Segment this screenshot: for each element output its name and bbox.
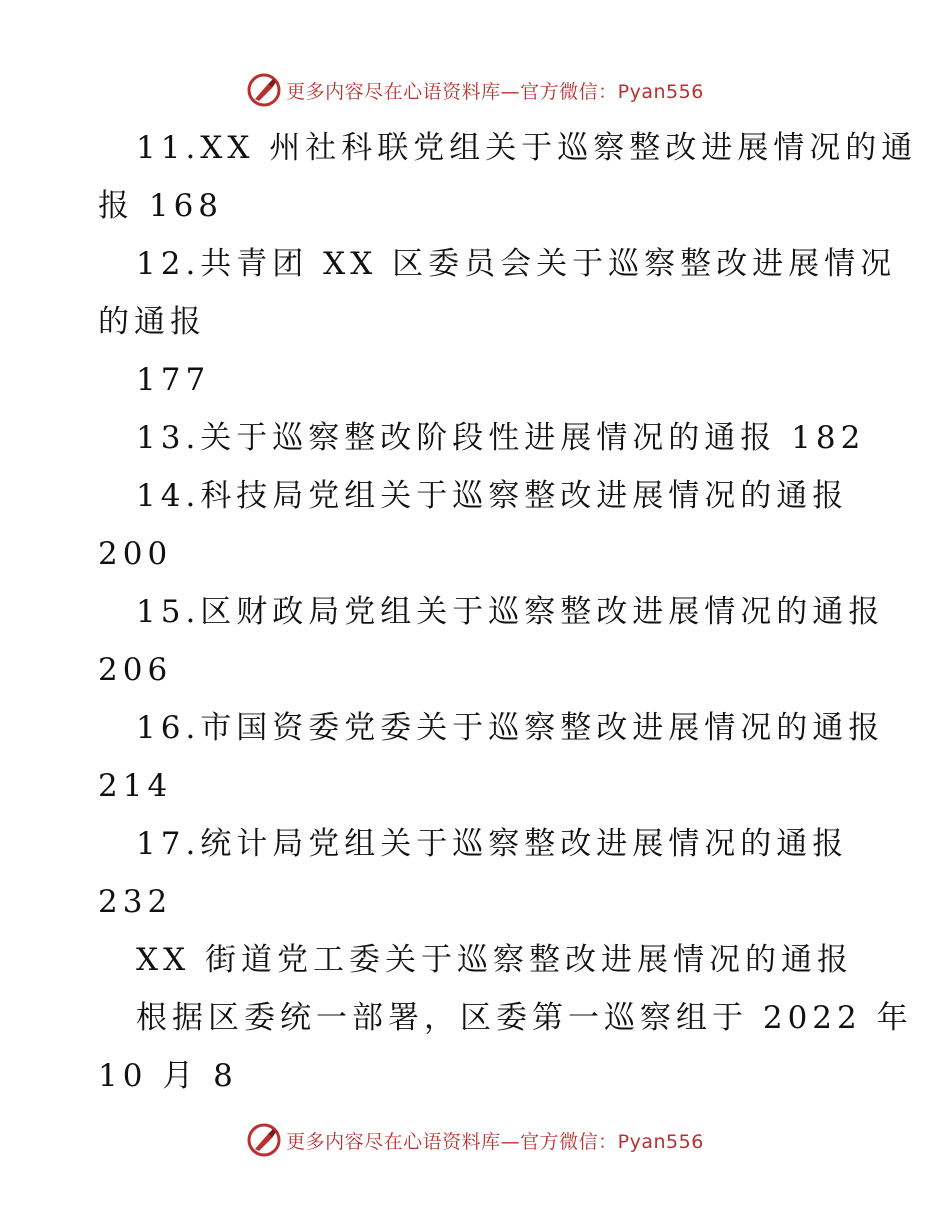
toc-entry-11-page: 报 168	[98, 188, 224, 224]
toc-entry-16-page: 214	[98, 768, 173, 804]
toc-entry-14-page: 200	[98, 536, 173, 572]
toc-entry-15-page: 206	[98, 652, 173, 688]
footer-watermark	[0, 1120, 950, 1160]
toc-entry-17-page: 232	[98, 884, 173, 920]
toc-entry-12-cont: 的通报	[98, 304, 206, 340]
watermark-text: 更多内容尽在心语资料库—官方微信：Pyan556	[286, 1130, 704, 1153]
toc-entry-12-page: 177	[136, 362, 211, 398]
toc-entry-13: 13.关于巡察整改阶段性进展情况的通报 182	[136, 420, 866, 456]
toc-entry-11: 11.XX 州社科联党组关于巡察整改进展情况的通	[136, 130, 918, 166]
toc-entry-16: 16.市国资委党委关于巡察整改进展情况的通报	[136, 710, 885, 746]
toc-entry-12: 12.共青团 XX 区委员会关于巡察整改进展情况	[136, 246, 897, 282]
toc-entry-14: 14.科技局党组关于巡察整改进展情况的通报	[136, 478, 849, 514]
body-paragraph-line-2: 10 月 8	[98, 1058, 238, 1094]
toc-entry-15: 15.区财政局党组关于巡察整改进展情况的通报	[136, 594, 885, 630]
section-heading: XX 街道党工委关于巡察整改进展情况的通报	[136, 942, 853, 978]
toc-entry-17: 17.统计局党组关于巡察整改进展情况的通报	[136, 826, 849, 862]
watermark-text: 更多内容尽在心语资料库—官方微信：Pyan556	[286, 80, 704, 103]
pen-logo-icon	[246, 1122, 282, 1158]
body-paragraph-line-1: 根据区委统一部署，区委第一巡察组于 2022 年	[136, 1000, 913, 1036]
